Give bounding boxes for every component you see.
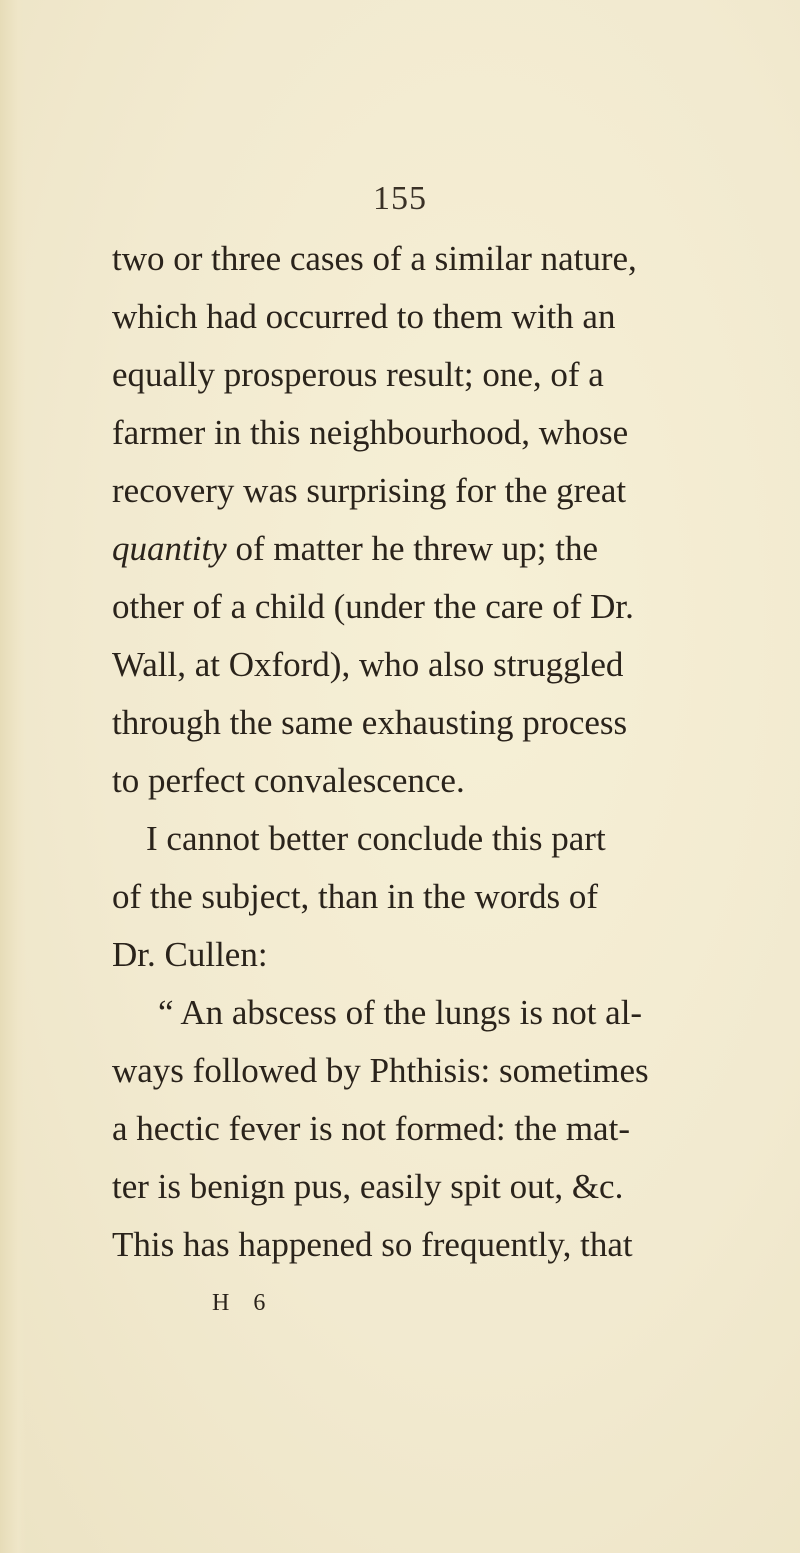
- text-line-4: farmer in this neighbourhood, whose: [112, 413, 629, 452]
- text-line-3: equally prosperous result; one, of a: [112, 355, 604, 394]
- signature-letter: H: [212, 1290, 232, 1316]
- text-line-2: which had occurred to them with an: [112, 297, 616, 336]
- text-line-5: recovery was surprising for the great: [112, 471, 627, 510]
- text-line-14: “ An abscess of the lungs is not al-: [158, 993, 643, 1032]
- text-line-15: ways followed by Phthisis: sometimes: [112, 1051, 649, 1090]
- body-text: [112, 230, 762, 1332]
- italic-word-quantity: quantity: [112, 529, 227, 568]
- page-number: 155: [373, 180, 427, 217]
- text-line-1: two or three cases of a similar nature,: [112, 239, 637, 278]
- text-line-17: ter is benign pus, easily spit out, &c.: [112, 1167, 624, 1206]
- text-line-16: a hectic fever is not formed: the mat-: [112, 1109, 630, 1148]
- text-line-12: of the subject, than in the words of: [112, 877, 599, 916]
- text-line-10: to perfect convalescence.: [112, 761, 465, 800]
- text-line-11: I cannot better conclude this part: [146, 819, 606, 858]
- signature-number: 6: [253, 1290, 268, 1316]
- page-gutter-shadow: [0, 0, 26, 1553]
- text-line-6-rest: of matter he threw up; the: [235, 529, 598, 568]
- text-line-6: [112, 520, 762, 578]
- text-line-18: This has happened so frequently, that: [112, 1225, 633, 1264]
- text-line-9: through the same exhausting process: [112, 703, 628, 742]
- text-line-7: other of a child (under the care of Dr.: [112, 587, 634, 626]
- signature-mark: [112, 1274, 762, 1332]
- text-line-8: Wall, at Oxford), who also struggled: [112, 645, 624, 684]
- text-line-13: Dr. Cullen:: [112, 935, 268, 974]
